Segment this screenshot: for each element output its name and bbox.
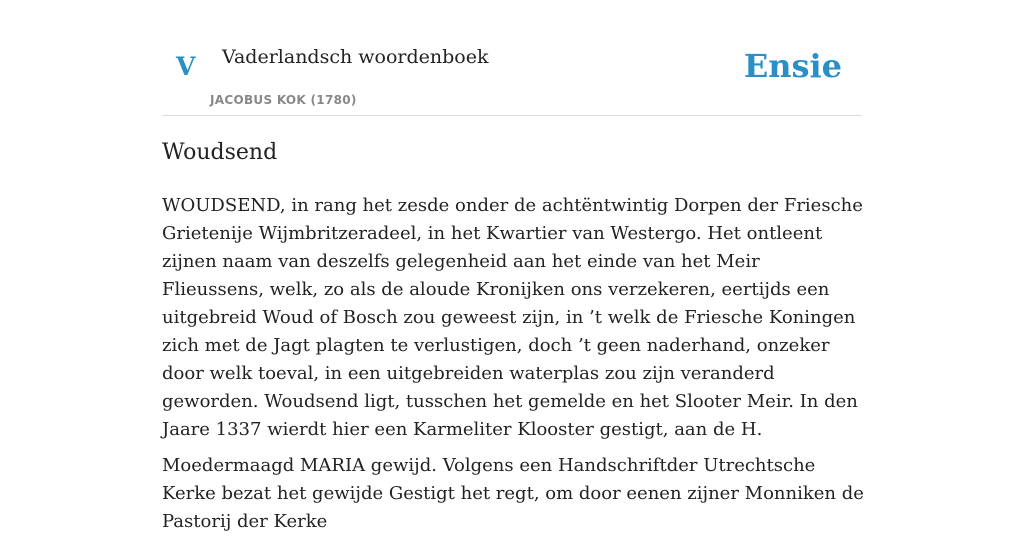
index-letter[interactable]: V (176, 52, 196, 81)
entry-content (162, 192, 864, 544)
book-title[interactable]: Vaderlandsch woordenboek (222, 46, 489, 68)
entry-paragraph: Moedermaagd MARIA gewijd. Volgens een Handschriftder Utrechtsche Kerke bezat het gewijde Gestigt het regt, om door eenen zijner Monniken de Pastorij der Kerke (162, 455, 864, 532)
site-header (162, 0, 862, 116)
entry-paragraph: WOUDSEND, in rang het zesde onder de achtëntwintig Dorpen der Friesche Grietenije Wijmbritzeradeel, in het Kwartier van Westergo. Het ontleent zijnen naam van deszelfs gelegenheid aan het einde van het Meir Flieussens, welk, zo als de aloude Kronijken ons verzekeren, eertijds een uitgebreid Woud of Bosch zou geweest zijn, in ’t welk de Friesche Koningen zich met de Jagt plagten te verlustigen, doch ’t geen naderhand, onzeker door welk toeval, in een uitgebreiden waterplas zou zijn veranderd geworden. Woudsend ligt, tusschen het gemelde en het Slooter Meir. In den Jaare 1337 wierdt hier een Karmeliter Klooster gestigt, aan de H. (162, 195, 863, 440)
ensie-logo[interactable]: Ensie (743, 47, 842, 85)
book-author: JACOBUS KOK (1780) (210, 93, 357, 107)
entry-title: Woudsend (162, 140, 278, 165)
